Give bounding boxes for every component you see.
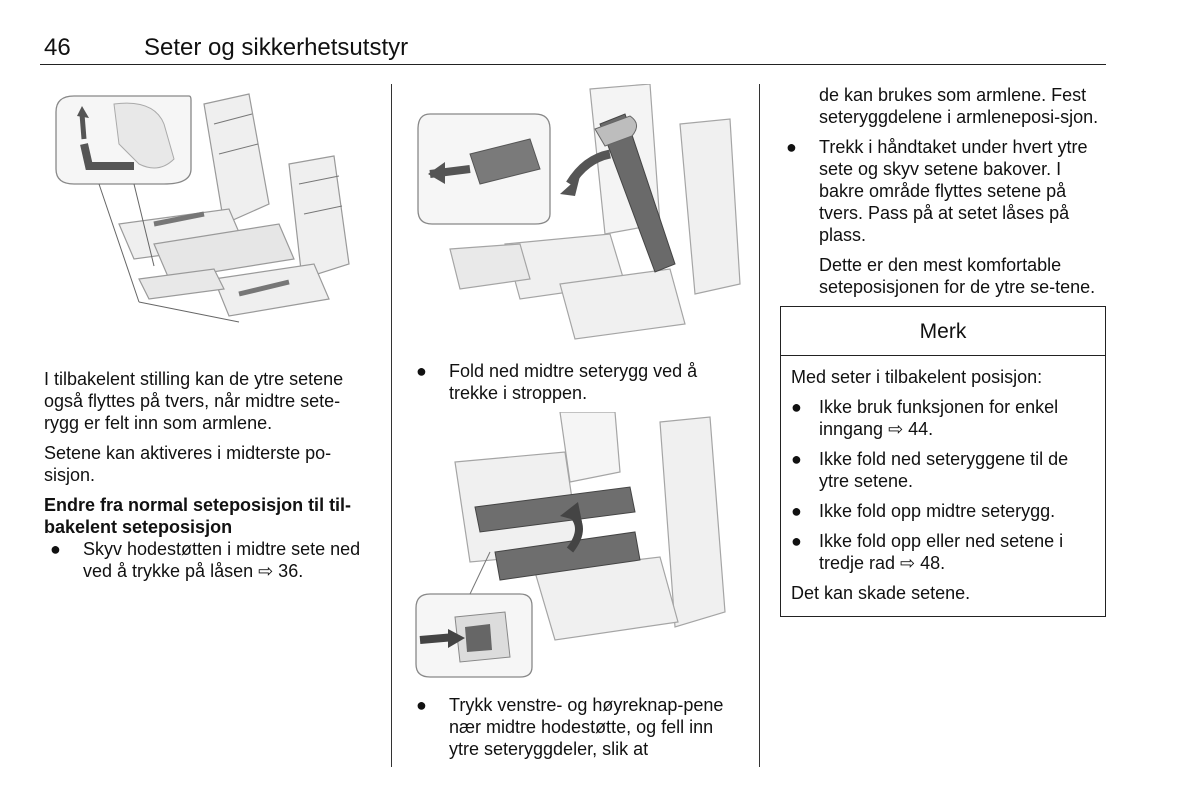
column-divider-left [391, 84, 392, 767]
bullet-icon: ● [50, 539, 61, 559]
note-list-item [791, 530, 1095, 574]
note-list-item [791, 500, 1095, 522]
column-3 [780, 84, 1106, 617]
bullet-icon: ● [416, 361, 427, 381]
note-list-item-text: Ikke fold ned seteryggene til de ytre setene. [819, 449, 1069, 491]
continued-paragraph: de kan brukes som armlene. Fest seteryggdelene i armleneposi-sjon. [819, 85, 1099, 127]
comfort-paragraph: Dette er den mest komfortable seteposisjonen for de ytre se-tene. [819, 255, 1096, 297]
note-list-item [791, 448, 1095, 492]
list-item [780, 136, 1106, 246]
subheading-change-position: Endre fra normal seteposisjon til til-bakelent seteposisjon [44, 495, 352, 537]
paragraph-reclined-position: I tilbakelent stilling kan de ytre setene også flyttes på tvers, når midtre sete-rygg er felt inn som armlene. [44, 369, 344, 433]
page-header [40, 34, 1106, 65]
bullet-icon: ● [791, 449, 802, 469]
page-number: 46 [44, 34, 71, 61]
bullet-icon: ● [786, 137, 797, 157]
column-divider-right [759, 84, 760, 767]
bullet-icon: ● [791, 531, 802, 551]
note-list-item-text: Ikke fold opp eller ned setene i tredje rad ⇨ 48. [819, 531, 1064, 573]
list-item-text: Trykk venstre- og høyreknap-pene nær midtre hodestøtte, og fell inn ytre seteryggdeler, slik at [449, 695, 724, 759]
list-item [410, 360, 745, 404]
list-item-text: Trekk i håndtaket under hvert ytre sete og skyv setene bakover. I bakre område flyttes setene på tvers. Pass på at setet låses på plass. [819, 137, 1088, 245]
note-box [780, 306, 1106, 617]
figure-fold-middle-backrest [410, 84, 745, 346]
figure-reclined-seats [44, 84, 374, 346]
bullet-icon: ● [791, 501, 802, 521]
bullet-icon: ● [791, 397, 802, 417]
note-body [781, 356, 1105, 616]
note-list-item-text: Ikke fold opp midtre seterygg. [819, 501, 1056, 521]
paragraph-middle-position: Setene kan aktiveres i midterste po-sisjon. [44, 443, 332, 485]
list-item-text: Skyv hodestøtten i midtre sete ned ved å trykke på låsen ⇨ 36. [83, 539, 361, 581]
column-2 [410, 84, 745, 768]
column-1 [44, 84, 374, 590]
figure-fold-outer-backrests [410, 412, 745, 680]
bullet-icon: ● [416, 695, 427, 715]
section-title: Seter og sikkerhetsutstyr [144, 34, 409, 61]
note-title: Merk [781, 307, 1105, 356]
list-item-text: Fold ned midtre seterygg ved å trekke i stroppen. [449, 361, 698, 403]
note-intro: Med seter i tilbakelent posisjon: [791, 367, 1043, 387]
note-list-item [791, 396, 1095, 440]
list-item [410, 694, 745, 760]
list-item [44, 538, 374, 582]
note-list-item-text: Ikke bruk funksjonen for enkel inngang ⇨ 44. [819, 397, 1059, 439]
note-outro: Det kan skade setene. [791, 583, 971, 603]
